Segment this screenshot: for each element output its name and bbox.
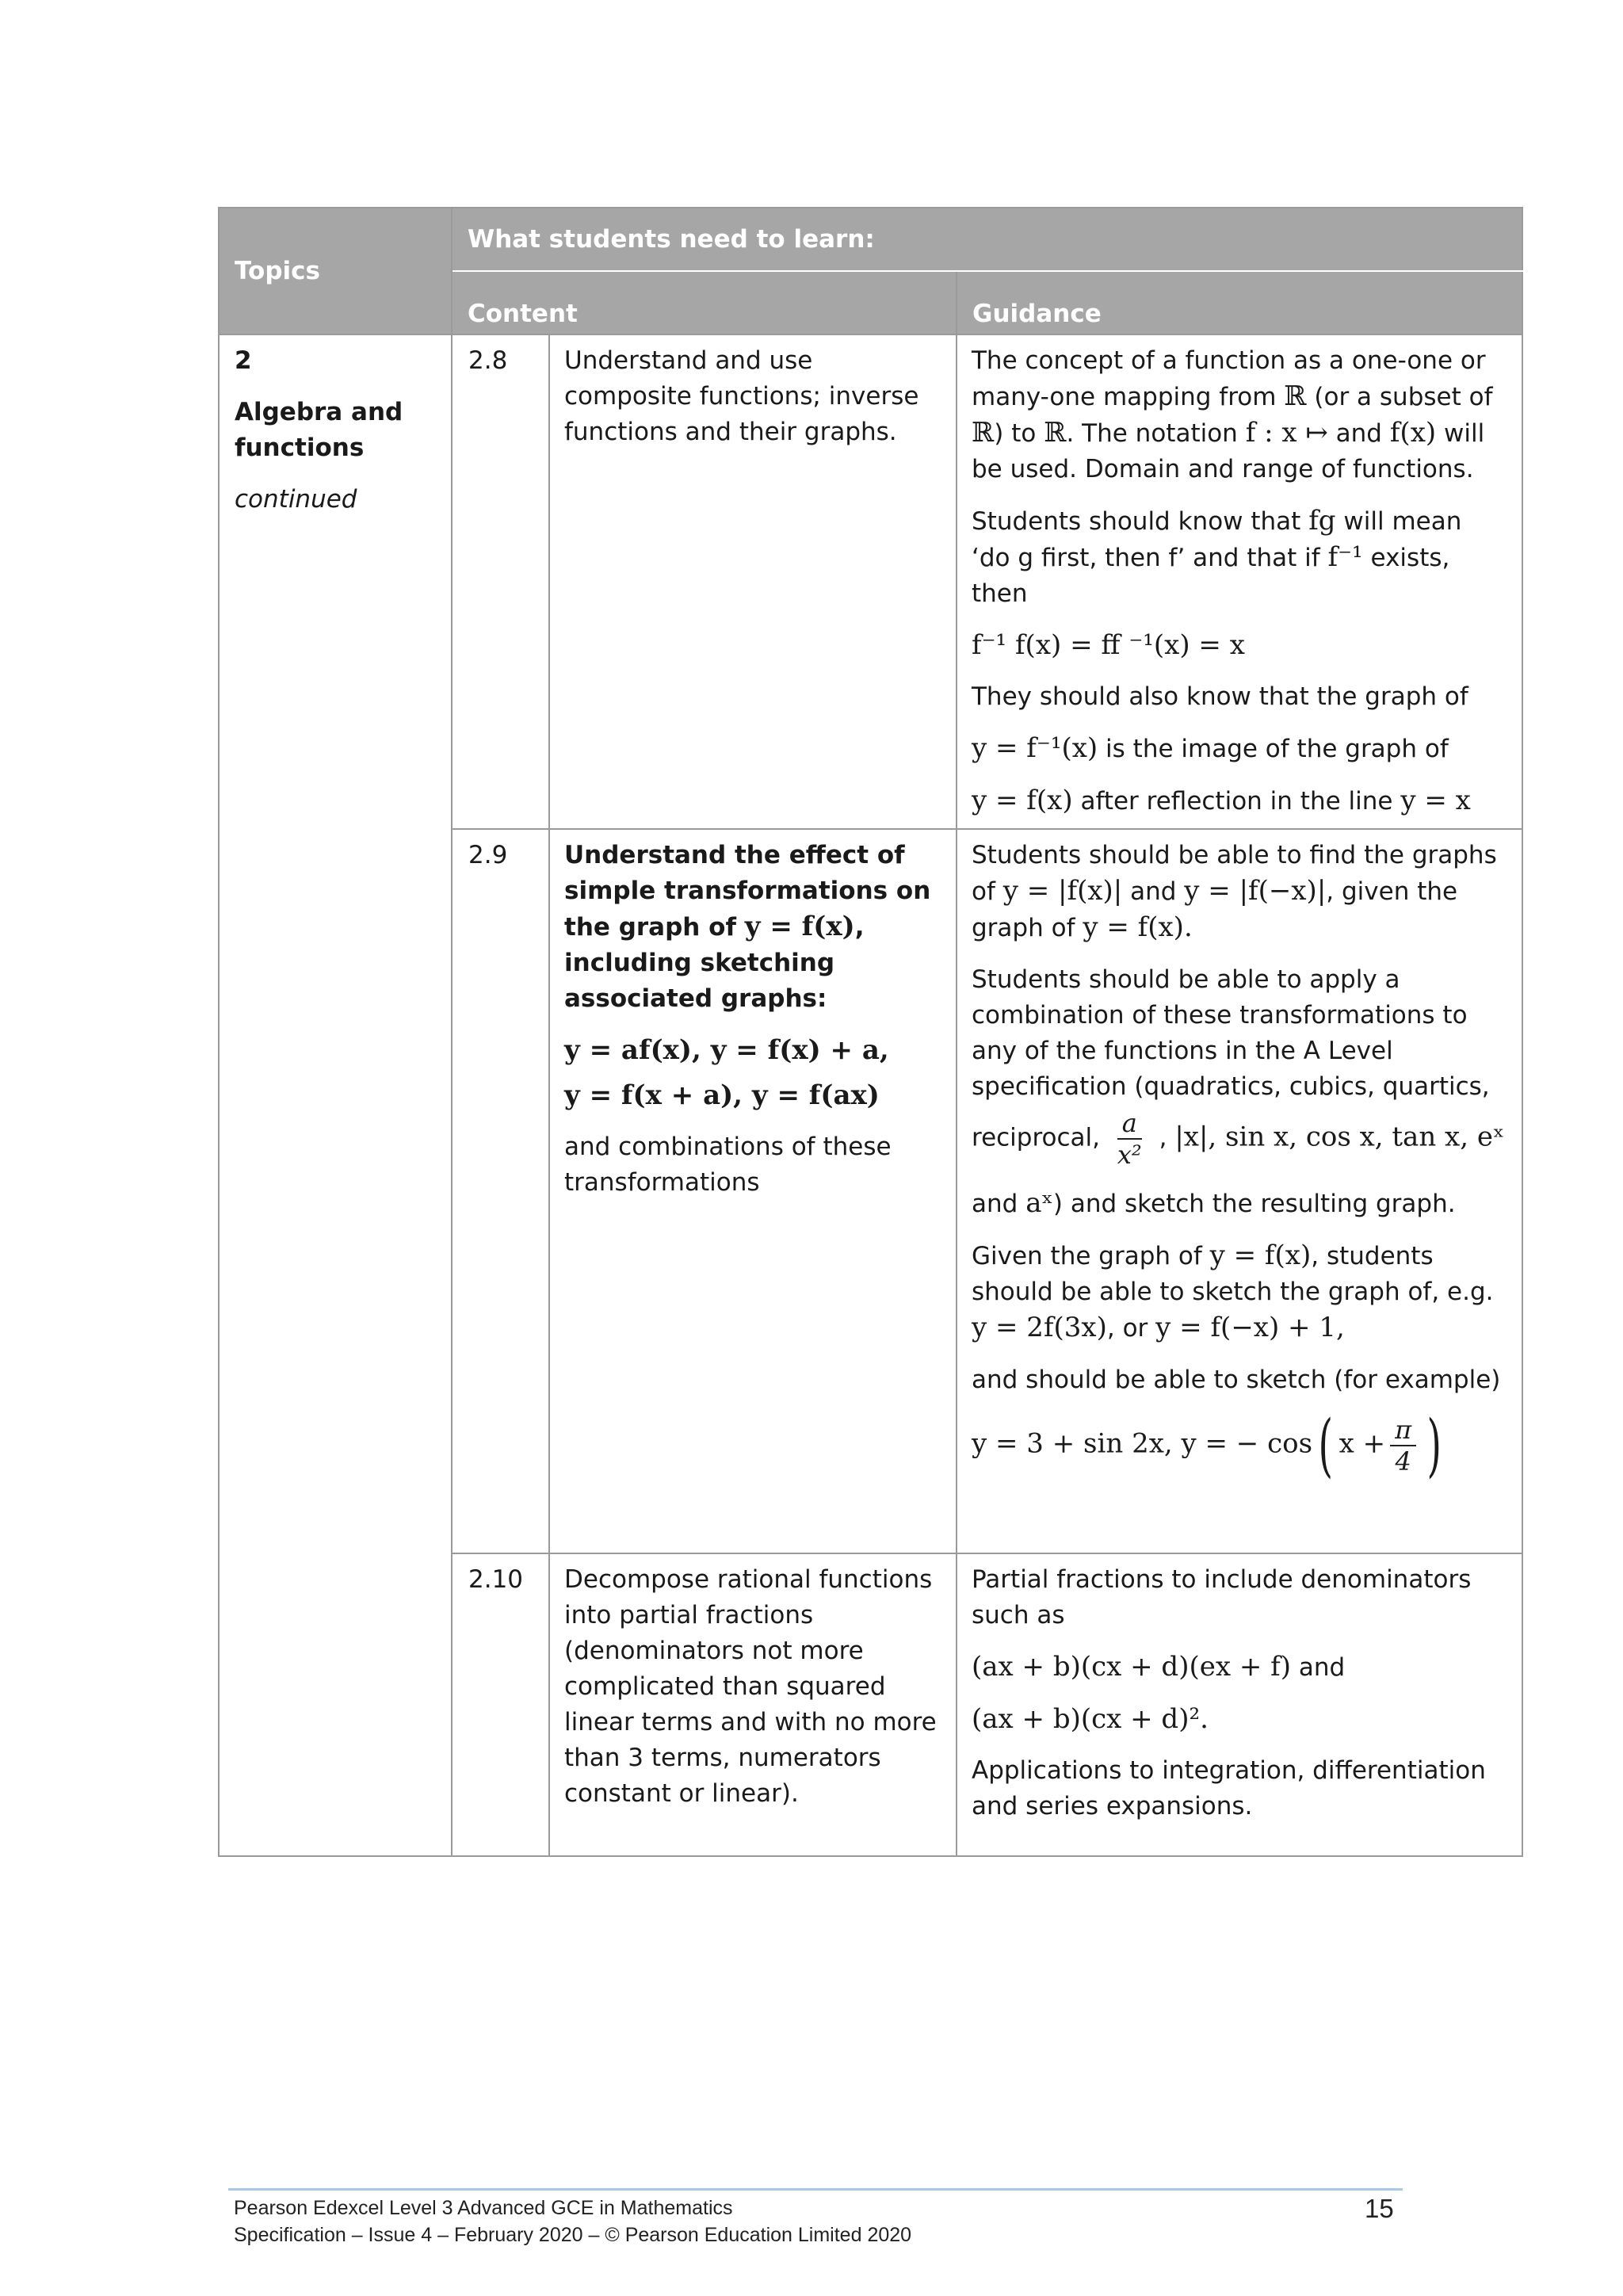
topic-number: 2 bbox=[235, 346, 252, 375]
guidance-paragraph: They should also know that the graph of bbox=[972, 682, 1468, 711]
guidance-paragraph: (ax + b)(cx + d)(ex + f) and bbox=[972, 1651, 1346, 1683]
fraction: $\frac{\pi}{4}$ bbox=[1390, 1415, 1416, 1477]
page-number: 15 bbox=[1365, 2194, 1394, 2223]
guidance-paragraph: Given the graph of y = f(x), students should be able to sketch the graph of, e.g. y = 2f(3x), or y = f(−x) + 1, bbox=[972, 1240, 1494, 1343]
header-content: Content bbox=[452, 271, 957, 334]
header-guidance: Guidance bbox=[957, 271, 1522, 334]
content-cell bbox=[549, 334, 957, 829]
guidance-paragraph: Students should know that fg will mean ‘do g first, then f’ and that if f⁻¹ exists, then bbox=[972, 505, 1462, 608]
content-equation: y = f(x + a), y = f(ax) bbox=[564, 1079, 880, 1111]
header-topics: Topics bbox=[219, 208, 452, 334]
guidance-equation: y = 3 + sin 2x, y = − cos( x + $\frac{\pi}{4}$ ) bbox=[972, 1406, 1442, 1485]
guidance-paragraph: The concept of a function as a one-one or many-one mapping from ℝ (or a subset of ℝ) to ℝ. The notation f : x ↦ and f(x) will be used. Domain and range of functions. bbox=[972, 346, 1493, 483]
topic-cell bbox=[219, 334, 452, 1856]
guidance-cell bbox=[957, 829, 1522, 1553]
guidance-paragraph: y = f⁻¹(x) is the image of the graph of bbox=[972, 732, 1449, 764]
table-row bbox=[219, 334, 1522, 829]
guidance-equation: (ax + b)(cx + d)². bbox=[972, 1703, 1209, 1735]
guidance-cell bbox=[957, 334, 1522, 829]
guidance-paragraph: reciprocal, $\frac{a}{\text{x²}}$ , |x|, sin x, cos x, tan x, eˣ bbox=[972, 1108, 1505, 1170]
guidance-cell bbox=[957, 1553, 1522, 1856]
guidance-paragraph: and should be able to sketch (for example) bbox=[972, 1366, 1501, 1394]
left-paren: ( bbox=[1318, 1406, 1334, 1485]
guidance-paragraph: and aˣ) and sketch the resulting graph. bbox=[972, 1187, 1456, 1219]
fraction: $\frac{a}{\text{x²}}$ bbox=[1117, 1108, 1142, 1170]
header-what-students-need-to-learn: What students need to learn: bbox=[452, 208, 1522, 271]
specification-table bbox=[218, 207, 1523, 1857]
content-cell bbox=[549, 829, 957, 1553]
content-cell bbox=[549, 1553, 957, 1856]
footer-divider bbox=[228, 2188, 1403, 2191]
row-number: 2.8 bbox=[452, 334, 549, 829]
content-equation: y = af(x), y = f(x) + a, bbox=[564, 1034, 889, 1066]
right-paren: ) bbox=[1426, 1406, 1442, 1485]
content-heading: Understand the effect of simple transformations on the graph of y = f(x), including sketching associated graphs: bbox=[564, 841, 931, 1013]
guidance-paragraph: Students should be able to apply a combination of these transformations to any of the functions in the A Level specification (quadratics, cubics, quartics, bbox=[972, 965, 1490, 1101]
topic-continued: continued bbox=[235, 485, 357, 514]
content-text: and combinations of these transformations bbox=[564, 1133, 892, 1197]
footer-title: Pearson Edexcel Level 3 Advanced GCE in Mathematics bbox=[234, 2197, 733, 2219]
content-text: Decompose rational functions into partial fractions (denominators not more complicated than squared linear terms and with no more than 3 terms, numerators constant or linear). bbox=[564, 1565, 937, 1808]
guidance-paragraph: y = f(x) after reflection in the line y = x bbox=[972, 785, 1471, 816]
guidance-paragraph: Applications to integration, differentiation and series expansions. bbox=[972, 1756, 1486, 1820]
topic-title: Algebra and functions bbox=[235, 398, 403, 462]
content-text: Understand and use composite functions; inverse functions and their graphs. bbox=[564, 346, 919, 446]
row-number: 2.9 bbox=[452, 829, 549, 1553]
row-number: 2.10 bbox=[452, 1553, 549, 1856]
guidance-equation: f⁻¹ f(x) = ff ⁻¹(x) = x bbox=[972, 629, 1245, 661]
guidance-paragraph: Partial fractions to include denominators such as bbox=[972, 1565, 1472, 1629]
footer-specification: Specification – Issue 4 – February 2020 – © Pearson Education Limited 2020 bbox=[234, 2224, 912, 2246]
guidance-paragraph: Students should be able to find the graphs of y = |f(x)| and y = |f(−x)|, given the graph of y = f(x). bbox=[972, 841, 1497, 943]
